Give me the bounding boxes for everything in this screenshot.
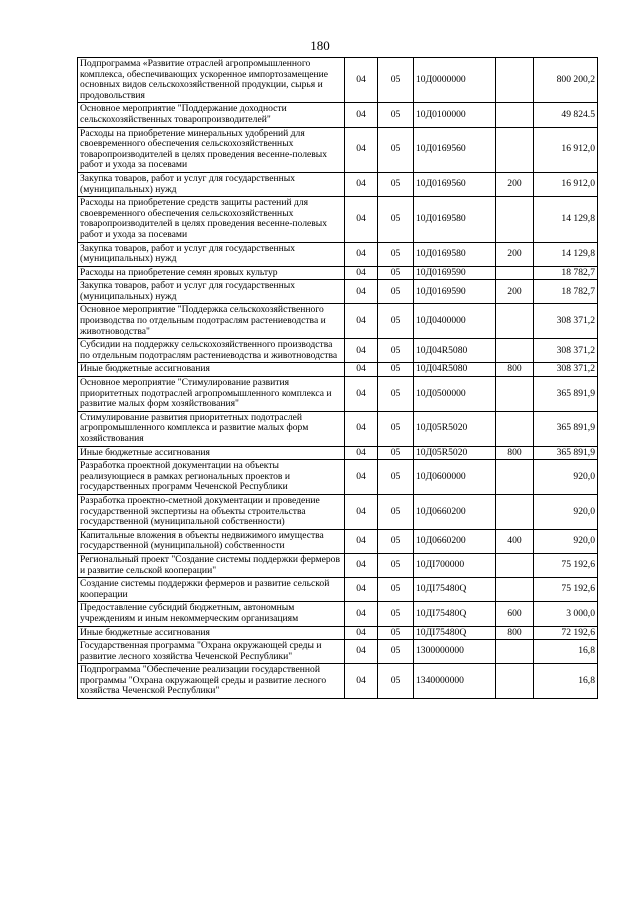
- expense-type-cell: [496, 664, 534, 699]
- name-cell: Расходы на приобретение минеральных удобрений для своевременного обеспечения сельскохозяйственных товаропроизводителей в целях проведения весенне-полевых работ и ухода за посевами: [78, 127, 345, 172]
- expense-type-cell: [496, 494, 534, 529]
- target-article-cell: 10Д0660200: [414, 529, 496, 553]
- table-row: [78, 304, 598, 339]
- amount-cell: 18 782,7: [534, 280, 598, 304]
- section-cell: 04: [345, 602, 378, 626]
- expense-type-cell: 200: [496, 172, 534, 196]
- target-article-cell: 10Д0100000: [414, 103, 496, 127]
- amount-cell: 16 912,0: [534, 127, 598, 172]
- amount-cell: 49 824.5: [534, 103, 598, 127]
- section-cell: 04: [345, 103, 378, 127]
- expense-type-cell: [496, 460, 534, 495]
- expense-type-cell: [496, 578, 534, 602]
- section-cell: 04: [345, 626, 378, 640]
- section-cell: 04: [345, 529, 378, 553]
- subsection-cell: 05: [378, 280, 414, 304]
- subsection-cell: 05: [378, 304, 414, 339]
- amount-cell: 75 192,6: [534, 578, 598, 602]
- target-article-cell: 10Д0500000: [414, 377, 496, 412]
- target-article-cell: 10Д04R5080: [414, 339, 496, 363]
- expense-type-cell: 800: [496, 626, 534, 640]
- name-cell: Предоставление субсидий бюджетным, автономным учреждениям и иным некоммерческим организациям: [78, 602, 345, 626]
- amount-cell: 308 371,2: [534, 304, 598, 339]
- section-cell: 04: [345, 280, 378, 304]
- table-row: [78, 602, 598, 626]
- name-cell: Стимулирование развития приоритетных подотраслей агропромышленного комплекса и развитие малых форм хозяйствования: [78, 411, 345, 446]
- section-cell: 04: [345, 494, 378, 529]
- amount-cell: 800 200,2: [534, 58, 598, 103]
- table-row: [78, 494, 598, 529]
- target-article-cell: 10ДI700000: [414, 553, 496, 577]
- name-cell: Закупка товаров, работ и услуг для государственных (муниципальных) нужд: [78, 280, 345, 304]
- expense-type-cell: [496, 127, 534, 172]
- subsection-cell: 05: [378, 529, 414, 553]
- table-row: [78, 377, 598, 412]
- amount-cell: 18 782,7: [534, 266, 598, 280]
- subsection-cell: 05: [378, 640, 414, 664]
- section-cell: 04: [345, 266, 378, 280]
- section-cell: 04: [345, 242, 378, 266]
- amount-cell: 16 912,0: [534, 172, 598, 196]
- target-article-cell: 1300000000: [414, 640, 496, 664]
- section-cell: 04: [345, 640, 378, 664]
- name-cell: Разработка проектно-сметной документации и проведение государственной экспертизы на объекты строительства государственной (муниципальной собственности): [78, 494, 345, 529]
- section-cell: 04: [345, 127, 378, 172]
- expense-type-cell: 200: [496, 242, 534, 266]
- target-article-cell: 10Д04R5080: [414, 363, 496, 377]
- expense-type-cell: [496, 553, 534, 577]
- table-row: [78, 460, 598, 495]
- name-cell: Основное мероприятие "Стимулирование развития приоритетных подотраслей агропромышленного комплекса и развитие малых форм хозяйствования": [78, 377, 345, 412]
- amount-cell: 920,0: [534, 460, 598, 495]
- table-row: [78, 411, 598, 446]
- name-cell: Иные бюджетные ассигнования: [78, 446, 345, 460]
- table-body: [78, 58, 598, 699]
- amount-cell: 920,0: [534, 494, 598, 529]
- amount-cell: 308 371,2: [534, 339, 598, 363]
- amount-cell: 14 129,8: [534, 197, 598, 242]
- table-row: [78, 339, 598, 363]
- target-article-cell: 10ДI75480Q: [414, 578, 496, 602]
- subsection-cell: 05: [378, 377, 414, 412]
- table-row: [78, 626, 598, 640]
- table-row: [78, 280, 598, 304]
- name-cell: Создание системы поддержки фермеров и развитие сельской кооперации: [78, 578, 345, 602]
- subsection-cell: 05: [378, 553, 414, 577]
- subsection-cell: 05: [378, 339, 414, 363]
- table-row: [78, 58, 598, 103]
- target-article-cell: 10Д0169580: [414, 242, 496, 266]
- table-row: [78, 529, 598, 553]
- target-article-cell: 10Д0400000: [414, 304, 496, 339]
- section-cell: 04: [345, 664, 378, 699]
- amount-cell: 308 371,2: [534, 363, 598, 377]
- section-cell: 04: [345, 172, 378, 196]
- amount-cell: 365 891,9: [534, 377, 598, 412]
- target-article-cell: 10Д0169560: [414, 127, 496, 172]
- name-cell: Расходы на приобретение средств защиты растений для своевременного обеспечения сельскохозяйственных товаропроизводителей в целях проведения весенне-полевых работ и ухода за посевами: [78, 197, 345, 242]
- expense-type-cell: [496, 339, 534, 363]
- subsection-cell: 05: [378, 172, 414, 196]
- section-cell: 04: [345, 304, 378, 339]
- subsection-cell: 05: [378, 363, 414, 377]
- name-cell: Расходы на приобретение семян яровых культур: [78, 266, 345, 280]
- table-row: [78, 664, 598, 699]
- section-cell: 04: [345, 411, 378, 446]
- target-article-cell: 10Д0600000: [414, 460, 496, 495]
- expense-type-cell: 400: [496, 529, 534, 553]
- expense-type-cell: 800: [496, 446, 534, 460]
- section-cell: 04: [345, 553, 378, 577]
- name-cell: Разработка проектной документации на объекты реализующиеся в рамках региональных проектов и государственных программ Чеченской Республики: [78, 460, 345, 495]
- subsection-cell: 05: [378, 127, 414, 172]
- amount-cell: 16,8: [534, 664, 598, 699]
- subsection-cell: 05: [378, 602, 414, 626]
- subsection-cell: 05: [378, 411, 414, 446]
- section-cell: 04: [345, 578, 378, 602]
- target-article-cell: 10Д05R5020: [414, 411, 496, 446]
- section-cell: 04: [345, 339, 378, 363]
- subsection-cell: 05: [378, 460, 414, 495]
- target-article-cell: 1340000000: [414, 664, 496, 699]
- expense-type-cell: 200: [496, 280, 534, 304]
- target-article-cell: 10Д0660200: [414, 494, 496, 529]
- expense-type-cell: [496, 304, 534, 339]
- amount-cell: 72 192,6: [534, 626, 598, 640]
- subsection-cell: 05: [378, 626, 414, 640]
- target-article-cell: 10Д0169580: [414, 197, 496, 242]
- table-row: [78, 553, 598, 577]
- expense-type-cell: [496, 640, 534, 664]
- expense-type-cell: [496, 197, 534, 242]
- expense-type-cell: [496, 266, 534, 280]
- name-cell: Закупка товаров, работ и услуг для государственных (муниципальных) нужд: [78, 242, 345, 266]
- name-cell: Основное мероприятие "Поддержание доходности сельскохозяйственных товаропроизводителей": [78, 103, 345, 127]
- amount-cell: 16,8: [534, 640, 598, 664]
- table-row: [78, 446, 598, 460]
- name-cell: Иные бюджетные ассигнования: [78, 626, 345, 640]
- name-cell: Закупка товаров, работ и услуг для государственных (муниципальных) нужд: [78, 172, 345, 196]
- name-cell: Государственная программа "Охрана окружающей среды и развитие лесного хозяйства Чеченской Республики": [78, 640, 345, 664]
- name-cell: Региональный проект "Создание системы поддержки фермеров и развитие сельской кооперации": [78, 553, 345, 577]
- subsection-cell: 05: [378, 197, 414, 242]
- name-cell: Основное мероприятие "Поддержка сельскохозяйственного производства по отдельным подотраслям растениеводства и животноводства": [78, 304, 345, 339]
- target-article-cell: 10Д0169560: [414, 172, 496, 196]
- target-article-cell: 10Д0169590: [414, 280, 496, 304]
- amount-cell: 14 129,8: [534, 242, 598, 266]
- target-article-cell: 10Д0000000: [414, 58, 496, 103]
- subsection-cell: 05: [378, 266, 414, 280]
- name-cell: Иные бюджетные ассигнования: [78, 363, 345, 377]
- amount-cell: 920,0: [534, 529, 598, 553]
- table-row: [78, 363, 598, 377]
- table-row: [78, 172, 598, 196]
- subsection-cell: 05: [378, 494, 414, 529]
- expense-type-cell: [496, 377, 534, 412]
- target-article-cell: 10Д0169590: [414, 266, 496, 280]
- expense-type-cell: [496, 103, 534, 127]
- amount-cell: 75 192,6: [534, 553, 598, 577]
- budget-table: [77, 57, 598, 699]
- subsection-cell: 05: [378, 664, 414, 699]
- target-article-cell: 10Д05R5020: [414, 446, 496, 460]
- table-row: [78, 103, 598, 127]
- section-cell: 04: [345, 377, 378, 412]
- amount-cell: 365 891,9: [534, 411, 598, 446]
- table-row: [78, 640, 598, 664]
- expense-type-cell: 600: [496, 602, 534, 626]
- subsection-cell: 05: [378, 578, 414, 602]
- section-cell: 04: [345, 363, 378, 377]
- name-cell: Капитальные вложения в объекты недвижимого имущества государственной (муниципальной) собственности: [78, 529, 345, 553]
- expense-type-cell: [496, 58, 534, 103]
- subsection-cell: 05: [378, 242, 414, 266]
- subsection-cell: 05: [378, 446, 414, 460]
- section-cell: 04: [345, 197, 378, 242]
- table-row: [78, 242, 598, 266]
- table-row: [78, 578, 598, 602]
- table-row: [78, 197, 598, 242]
- section-cell: 04: [345, 460, 378, 495]
- section-cell: 04: [345, 58, 378, 103]
- expense-type-cell: [496, 411, 534, 446]
- section-cell: 04: [345, 446, 378, 460]
- subsection-cell: 05: [378, 103, 414, 127]
- amount-cell: 3 000,0: [534, 602, 598, 626]
- name-cell: Субсидии на поддержку сельскохозяйственного производства по отдельным подотраслям растениеводства и животноводства: [78, 339, 345, 363]
- target-article-cell: 10ДI75480Q: [414, 602, 496, 626]
- amount-cell: 365 891,9: [534, 446, 598, 460]
- page-number: 180: [310, 38, 330, 53]
- table-row: [78, 127, 598, 172]
- name-cell: Подпрограмма "Обеспечение реализации государственной программы "Охрана окружающей среды и развитие лесного хозяйства Чеченской Республики": [78, 664, 345, 699]
- expense-type-cell: 800: [496, 363, 534, 377]
- table-row: [78, 266, 598, 280]
- name-cell: Подпрограмма «Развитие отраслей агропромышленного комплекса, обеспечивающих ускоренное импортозамещение основных видов сельскохозяйственной продукции, сырья и продовольствия: [78, 58, 345, 103]
- target-article-cell: 10ДI75480Q: [414, 626, 496, 640]
- subsection-cell: 05: [378, 58, 414, 103]
